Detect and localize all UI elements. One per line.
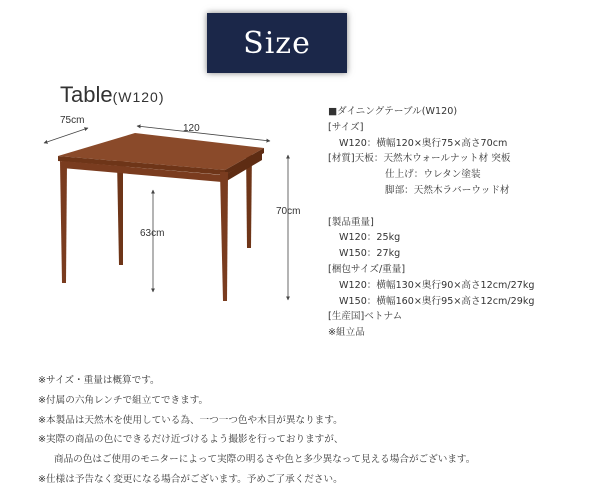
spec-legs: 脚部：天然木ラバーウッド材 <box>385 184 510 196</box>
spec-finish: 仕上げ：ウレタン塗装 <box>385 169 481 181</box>
note-item: ※サイズ・重量は概算です。 <box>38 375 160 386</box>
spec-package-label: [梱包サイズ/重量] <box>328 263 406 275</box>
spec-size-value: W120：横幅120×奥行75×高さ70cm <box>339 137 508 149</box>
product-model: (W120) <box>112 89 165 105</box>
spec-size-label: [サイズ] <box>328 121 364 133</box>
spec-origin: [生産国]ベトナム <box>328 311 403 323</box>
spec-heading: ■ダイニングテーブル(W120) <box>328 106 458 117</box>
depth-label: 75cm <box>60 115 85 126</box>
table-leg-front-left <box>60 161 67 283</box>
spec-list <box>328 104 534 341</box>
note-item: ※実際の商品の色にできるだけ近づけるよう撮影を行っておりますが、 <box>38 434 344 446</box>
spec-package-w150: W150：横幅160×奥行95×高さ12cm/29kg <box>339 295 535 307</box>
note-item: ※仕様は予告なく変更になる場合がございます。予めご了承ください。 <box>38 473 343 485</box>
spec-package-w120: W120：横幅130×奥行90×高さ12cm/27kg <box>339 279 535 291</box>
notes-list <box>38 371 475 490</box>
spec-assembly: ※組立品 <box>328 327 365 339</box>
knee-height-label: 63cm <box>140 228 165 239</box>
depth-dimension-line <box>44 128 88 143</box>
spec-weight-w120: W120：25kg <box>339 232 401 244</box>
table-leg-back-left <box>117 160 123 265</box>
spec-material: [材質]天板：天然木ウォールナット材 突板 <box>328 153 511 165</box>
note-item: ※本製品は天然木を使用している為、一つ一つ色や木目が異なります。 <box>38 414 343 426</box>
banner-title: Size <box>243 25 311 61</box>
width-label: 120 <box>183 123 200 134</box>
spec-weight-label: [製品重量] <box>328 216 374 228</box>
spec-weight-w150: W150：27kg <box>339 248 401 260</box>
table-leg-front-right <box>220 172 228 301</box>
note-item: 商品の色はご使用のモニターによって実際の明るさや色と多少異なって見える場合がございます。 <box>54 454 476 466</box>
product-name: Table <box>60 82 113 107</box>
height-label: 70cm <box>276 206 301 217</box>
note-item: ※付属の六角レンチで組立てできます。 <box>38 394 209 406</box>
